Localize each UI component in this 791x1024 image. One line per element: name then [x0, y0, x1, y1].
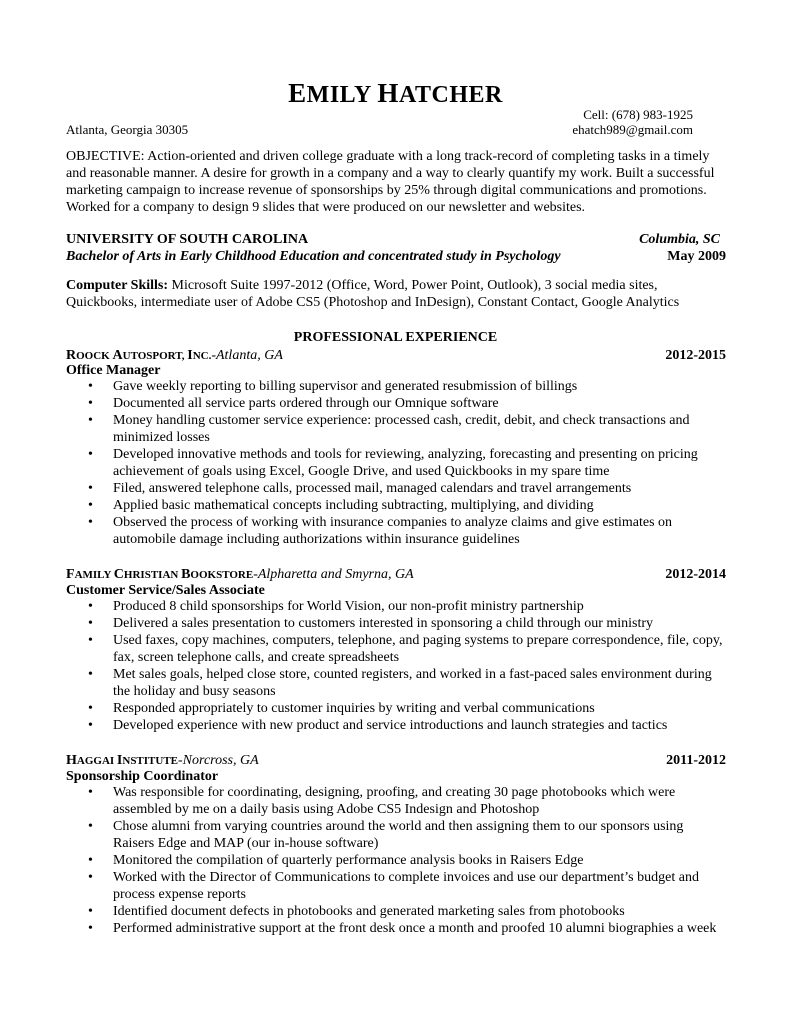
list-item: • Money handling customer service experience: processed cash, credit, debit, and check transactions and minimized losses [66, 412, 726, 446]
name-first-initial: E [288, 78, 307, 108]
list-item: • Chose alumni from varying countries around the world and then assigning them to our sponsors using Raisers Edge and MAP (our in-house software) [66, 818, 726, 852]
list-item: • Met sales goals, helped close store, counted registers, and worked in a fast-paced sales environment during the holiday and busy seasons [66, 666, 726, 700]
job-dates: 2012-2014 [665, 567, 726, 582]
job-dates: 2011-2012 [666, 753, 726, 768]
company-rest: AGGAI [76, 755, 117, 767]
company-initial: I [187, 348, 193, 363]
company-initial: B [181, 567, 191, 582]
school-location: Columbia, SC [639, 232, 720, 247]
phone: Cell: (678) 983-1925 [583, 107, 693, 122]
company-rest: HRISTIAN [123, 569, 182, 581]
job-location: -Atlanta, GA [211, 348, 283, 363]
list-item: • Filed, answered telephone calls, processed mail, managed calendars and travel arrangements [66, 480, 726, 497]
contact-info [572, 107, 693, 137]
list-item: • Produced 8 child sponsorships for World Vision, our non-profit ministry partnership [66, 598, 726, 615]
company-initial: H [66, 753, 77, 768]
list-item: • Gave weekly reporting to billing supervisor and generated resubmission of billings [66, 378, 726, 395]
company-rest: NSTITUTE [122, 755, 179, 767]
list-item: • Responded appropriately to customer inquiries by writing and verbal communications [66, 700, 726, 717]
company-initial: R [66, 348, 77, 363]
company-rest: OOKSTORE [190, 569, 254, 581]
list-item: • Worked with the Director of Communications to complete invoices and use our department’s budget and process expense reports [66, 869, 726, 903]
job-title: Office Manager [66, 363, 161, 378]
name-last-initial: H [377, 78, 399, 108]
school-name: UNIVERSITY OF SOUTH CAROLINA [66, 232, 309, 247]
company-initial: F [66, 567, 75, 582]
name-last-rest: ATCHER [398, 82, 503, 108]
list-item: • Developed innovative methods and tools for reviewing, analyzing, forecasting and presenting on pricing achievement of goals using Excel, Google Drive, and used Quickbooks in my spare time [66, 446, 726, 480]
company-initial: A [112, 348, 123, 363]
job-location: -Norcross, GA [178, 753, 259, 768]
job-bullets [66, 784, 726, 937]
section-title: PROFESSIONAL EXPERIENCE [293, 330, 498, 345]
list-item: • Performed administrative support at the front desk once a month and proofed 10 alumni biographies a week [66, 920, 726, 937]
candidate-name [0, 78, 791, 109]
list-item: • Documented all service parts ordered through our Omnique software [66, 395, 726, 412]
list-item: • Used faxes, copy machines, computers, telephone, and paging systems to prepare correspondence, file, copy, fax, screen telephone calls, and create spreadsheets [66, 632, 726, 666]
company-rest: OOCK [76, 350, 113, 362]
job-bullets [66, 598, 726, 734]
email: ehatch989@gmail.com [572, 122, 693, 137]
company-initial: I [116, 753, 123, 768]
job-dates: 2012-2015 [665, 348, 726, 363]
job-title: Sponsorship Coordinator [66, 769, 219, 784]
job-bullets [66, 378, 726, 548]
education-school-row [66, 231, 726, 248]
list-item: • Observed the process of working with insurance companies to analyze claims and give estimates on automobile damage including authorizations within insurance guidelines [66, 514, 726, 548]
list-item: • Identified document defects in photobooks and generated marketing sales from photobooks [66, 903, 726, 920]
company-name [66, 567, 253, 582]
job-title: Customer Service/Sales Associate [66, 583, 265, 598]
list-item: • Developed experience with new product and service introductions and launch strategies and tactics [66, 717, 726, 734]
education-degree-row [66, 248, 726, 265]
company-rest: NC. [192, 350, 212, 362]
skills-label: Computer Skills: [66, 278, 169, 293]
skills-text: Microsoft Suite 1997-2012 (Office, Word, Power Point, Outlook), 3 social media sites, Quickbooks, intermediate user of Adobe CS5 (Photoshop and InDesign), Constant Contact, Google Analytics [66, 278, 680, 310]
list-item: • Monitored the compilation of quarterly performance analysis books in Raisers Edge [66, 852, 726, 869]
list-item: • Applied basic mathematical concepts including subtracting, multiplying, and dividing [66, 497, 726, 514]
list-item: • Was responsible for coordinating, designing, proofing, and creating 30 page photobooks which were assembled by me on a daily basis using Adobe CS5 Indesign and Photoshop [66, 784, 726, 818]
company-name [66, 753, 178, 768]
location: Atlanta, Georgia 30305 [66, 122, 189, 137]
computer-skills [66, 277, 726, 311]
company-initial: C [113, 567, 124, 582]
degree: Bachelor of Arts in Early Childhood Education and concentrated study in Psychology [66, 249, 561, 264]
company-rest: AMILY [74, 569, 114, 581]
name-first-rest: MILY [306, 82, 371, 108]
degree-date: May 2009 [667, 249, 726, 264]
list-item: • Delivered a sales presentation to customers interested in sponsoring a child through our ministry [66, 615, 726, 632]
company-name [66, 348, 211, 363]
job-location: -Alpharetta and Smyrna, GA [253, 567, 414, 582]
objective: OBJECTIVE: Action-oriented and driven college graduate with a long track-record of completing tasks in a timely and reasonable manner. A desire for growth in a company and a way to clearly quantify my work. Built a successful marketing campaign to increase revenue of sponsorships by 25% through digital communications and promotions. Worked for a company to design 9 slides that were produced on our newsletter and websites. [66, 149, 715, 215]
company-rest: UTOSPORT, [122, 350, 188, 362]
